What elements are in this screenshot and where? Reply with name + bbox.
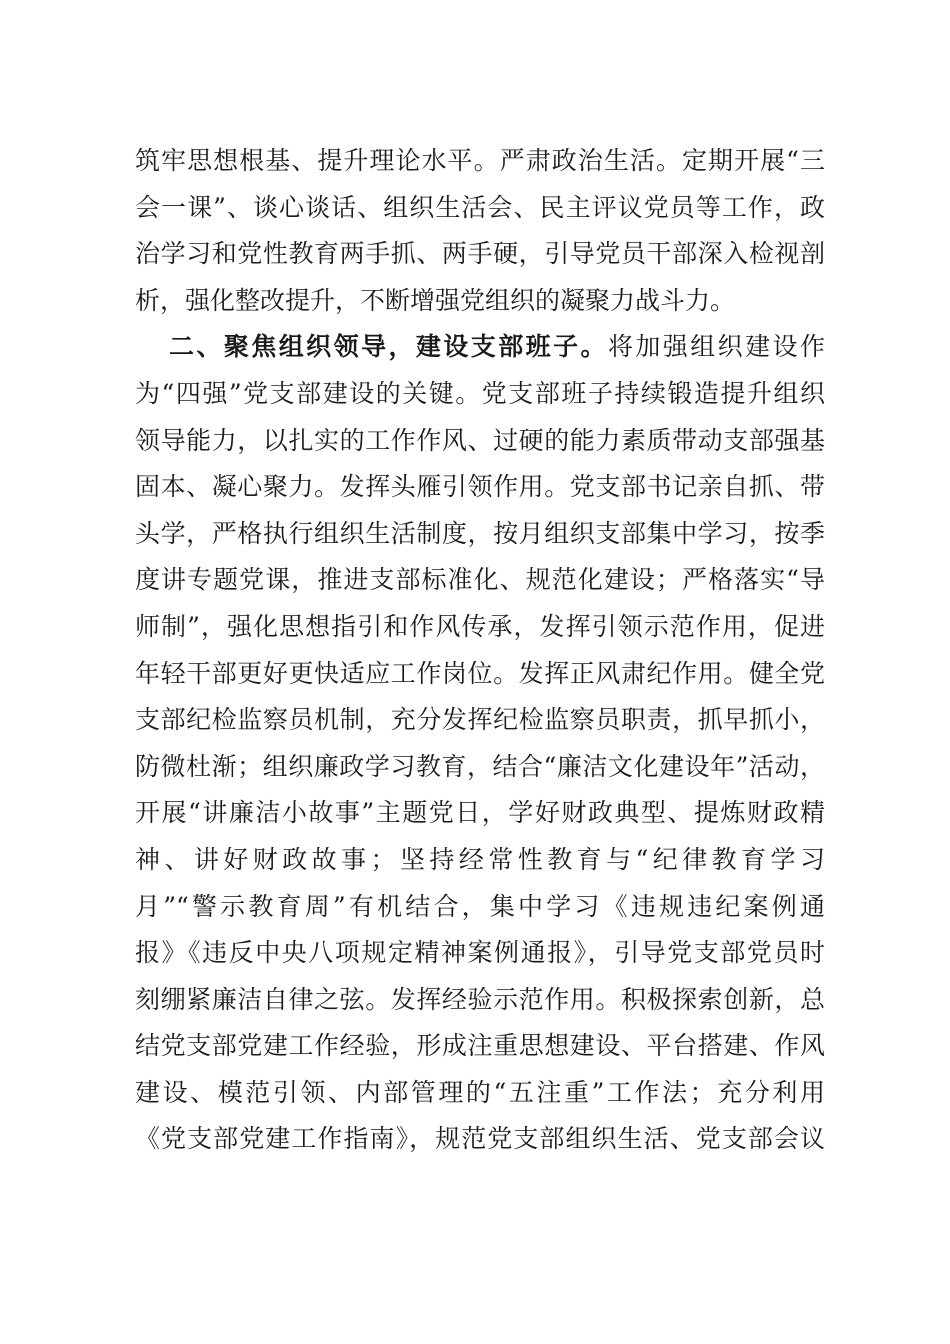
paragraph1-line: 会一课”、谈心谈话、组织生活会、民主评议党员等工作，政 bbox=[135, 192, 825, 222]
paragraph2-line: 月”“警示教育周”有机结合，集中学习《违规违纪案例通 bbox=[135, 891, 825, 921]
paragraph2-line: 神、讲好财政故事；坚持经常性教育与“纪律教育学习 bbox=[135, 844, 825, 874]
paragraph2-first-line-text: 将加强组织建设作 bbox=[607, 332, 825, 362]
paragraph2-line: 开展“讲廉洁小故事”主题党日，学好财政典型、提炼财政精 bbox=[135, 798, 825, 828]
paragraph1-line: 析，强化整改提升，不断增强党组织的凝聚力战斗力。 bbox=[135, 285, 736, 315]
section-heading: 二、聚焦组织领导，建设支部班子。 bbox=[169, 332, 608, 362]
paragraph2-line: 报》《违反中央八项规定精神案例通报》，引导党支部党员时 bbox=[135, 938, 825, 968]
paragraph2-line: 年轻干部更好更快适应工作岗位。发挥正风肃纪作用。健全党 bbox=[135, 658, 825, 688]
paragraph1-line: 筑牢思想根基、提升理论水平。严肃政治生活。定期开展“三 bbox=[135, 146, 825, 175]
paragraph1-line: 治学习和党性教育两手抓、两手硬，引导党员干部深入检视剖 bbox=[135, 239, 825, 269]
paragraph2-line: 支部纪检监察员机制，充分发挥纪检监察员职责，抓早抓小， bbox=[135, 705, 825, 735]
paragraph2-line: 度讲专题党课，推进支部标准化、规范化建设；严格落实“导 bbox=[135, 565, 825, 595]
paragraph2-line: 建设、模范引领、内部管理的“五注重”工作法；充分利用 bbox=[135, 1077, 825, 1107]
document-body bbox=[135, 138, 825, 1163]
paragraph2-line: 《党支部党建工作指南》，规范党支部组织生活、党支部会议 bbox=[135, 1124, 825, 1154]
paragraph2-line: 刻绷紧廉洁自律之弦。发挥经验示范作用。积极探索创新，总 bbox=[135, 984, 825, 1014]
paragraph2-line: 头学，严格执行组织生活制度，按月组织支部集中学习，按季 bbox=[135, 518, 825, 548]
paragraph2-line: 结党支部党建工作经验，形成注重思想建设、平台搭建、作风 bbox=[135, 1031, 825, 1061]
paragraph2-line: 固本、凝心聚力。发挥头雁引领作用。党支部书记亲自抓、带 bbox=[135, 472, 825, 502]
paragraph2-line: 防微杜渐；组织廉政学习教育，结合“廉洁文化建设年”活动， bbox=[135, 751, 825, 781]
paragraph2-line: 师制”，强化思想指引和作风传承，发挥引领示范作用，促进 bbox=[135, 611, 825, 641]
paragraph2-first-line bbox=[135, 324, 825, 371]
paragraph2-line: 为“四强”党支部建设的关键。党支部班子持续锻造提升组织 bbox=[135, 378, 825, 408]
paragraph2-line: 领导能力，以扎实的工作作风、过硬的能力素质带动支部强基 bbox=[135, 425, 825, 455]
